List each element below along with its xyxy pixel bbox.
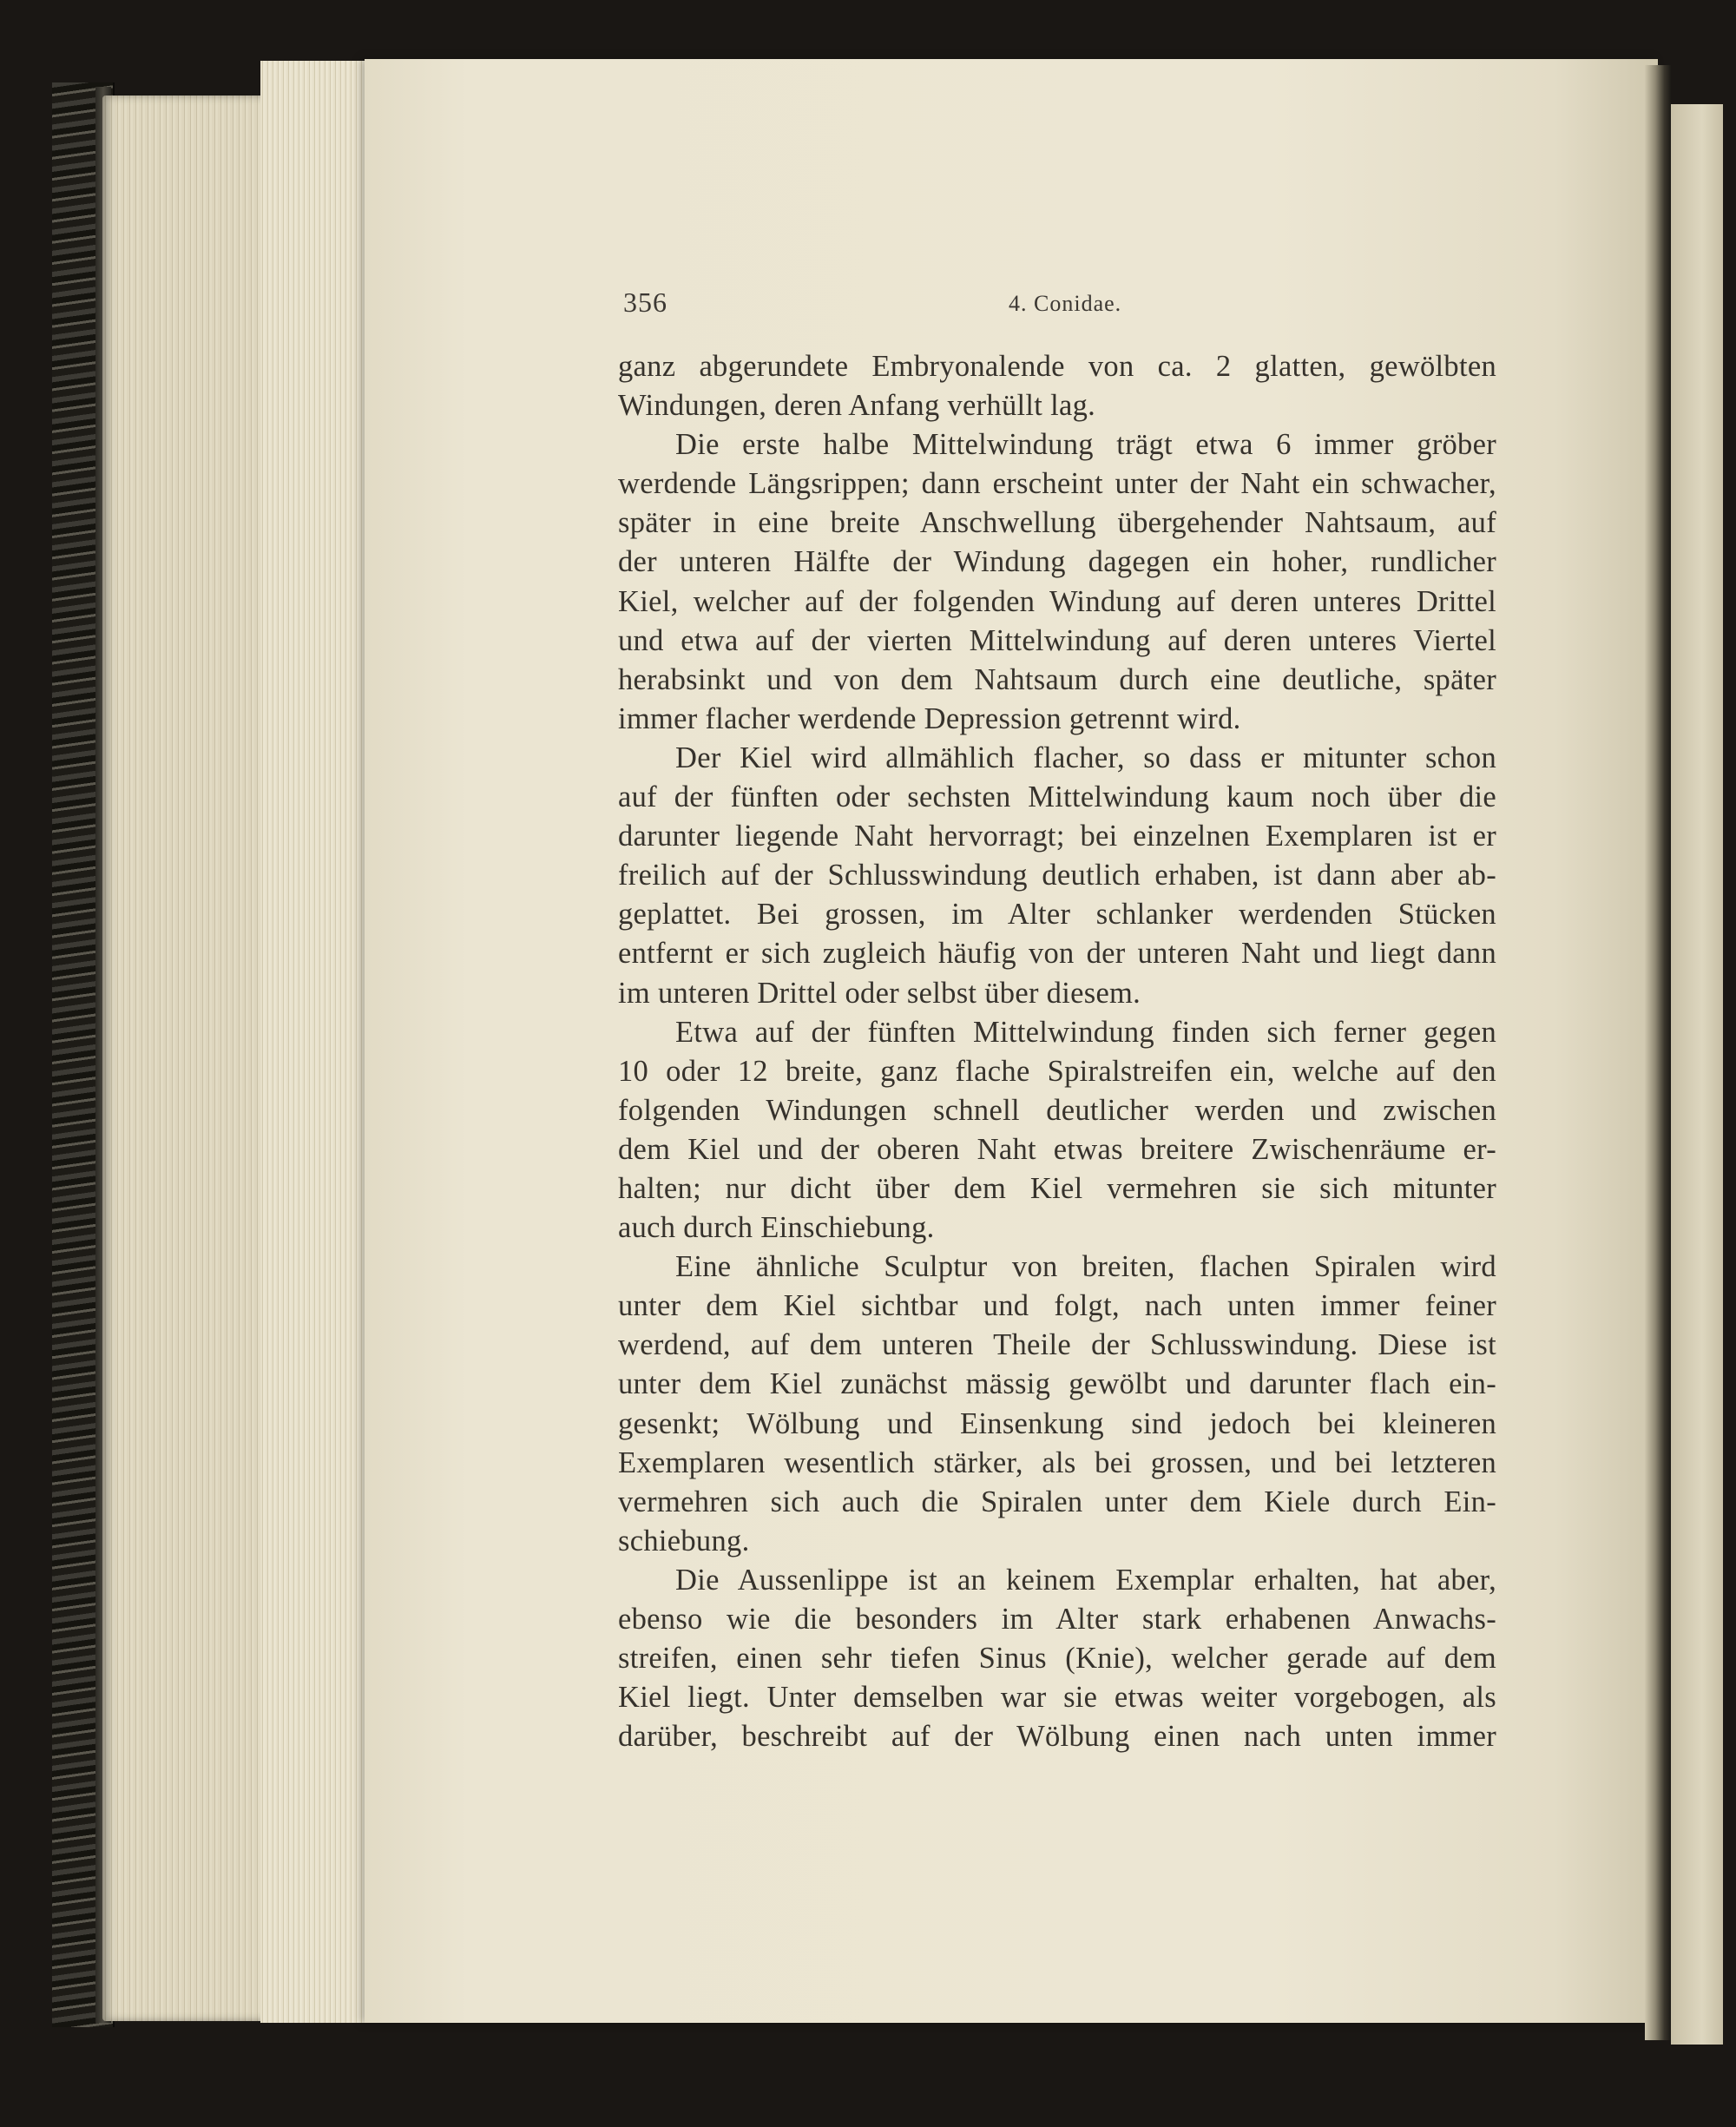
paragraph <box>618 425 1496 739</box>
page-stack-inner <box>260 61 373 2023</box>
paragraph <box>618 1561 1496 1756</box>
text-line: Eine ähnliche Sculptur von breiten, flachen Spiralen wird <box>675 1250 1496 1284</box>
text-line: Exemplaren wesentlich stärker, als bei grossen, und bei letzteren <box>618 1445 1496 1479</box>
paragraph <box>618 739 1496 1013</box>
text-line: Die erste halbe Mittelwindung trägt etwa 6 immer gröber <box>675 428 1496 462</box>
text-line: schiebung. <box>618 1524 750 1557</box>
text-line: darüber, beschreibt auf der Wölbung einen nach unten immer <box>618 1720 1496 1754</box>
text-line: Kiel, welcher auf der folgenden Windung auf deren unteres Drittel <box>618 584 1496 618</box>
text-line: Kiel liegt. Unter demselben war sie etwas weiter vorgebogen, als <box>618 1681 1496 1715</box>
text-line: entfernt er sich zugleich häufig von der unteren Naht und liegt dann <box>618 937 1496 971</box>
text-line: und etwa auf der vierten Mittelwindung auf deren unteres Viertel <box>618 623 1496 657</box>
text-line: folgenden Windungen schnell deutlicher werden und zwischen <box>618 1093 1496 1127</box>
text-line: herabsinkt und von dem Nahtsaum durch eine deutliche, später <box>618 662 1496 696</box>
text-line: streifen, einen sehr tiefen Sinus (Knie), welcher gerade auf dem <box>618 1642 1496 1676</box>
body-text <box>618 347 1496 1756</box>
text-line: auch durch Einschiebung. <box>618 1211 935 1245</box>
text-line: vermehren sich auch die Spiralen unter dem Kiele durch Ein- <box>618 1485 1496 1518</box>
text-line: freilich auf der Schlusswindung deutlich erhaben, ist dann aber ab- <box>618 859 1496 892</box>
text-line: Windungen, deren Anfang verhüllt lag. <box>618 389 1096 423</box>
book-gutter <box>1645 65 1671 2040</box>
text-line: darunter liegende Naht hervorragt; bei einzelnen Exemplaren ist er <box>618 820 1496 853</box>
text-line: ganz abgerundete Embryonalende von ca. 2 glatten, gewölbten <box>618 350 1496 383</box>
text-line: immer flacher werdende Depression getrennt wird. <box>618 701 1241 735</box>
facing-page-edge <box>1671 104 1723 2045</box>
paragraph <box>618 347 1496 425</box>
text-line: werdend, auf dem unteren Theile der Schlusswindung. Diese ist <box>618 1328 1496 1362</box>
text-line: ebenso wie die besonders im Alter stark erhabenen Anwachs- <box>618 1603 1496 1636</box>
text-line: später in eine breite Anschwellung übergehender Nahtsaum, auf <box>618 506 1496 540</box>
text-line: im unteren Drittel oder selbst über diesem. <box>618 976 1141 1010</box>
text-line: 10 oder 12 breite, ganz flache Spiralstreifen ein, welche auf den <box>618 1054 1496 1088</box>
text-line: Der Kiel wird allmählich flacher, so dass er mitunter schon <box>675 741 1496 774</box>
page-number: 356 <box>623 286 667 318</box>
text-line: Die Aussenlippe ist an keinem Exemplar erhalten, hat aber, <box>675 1563 1496 1597</box>
text-line: der unteren Hälfte der Windung dagegen ein hoher, rundlicher <box>618 545 1496 579</box>
text-line: unter dem Kiel sichtbar und folgt, nach unten immer feiner <box>618 1289 1496 1323</box>
text-line: geplattet. Bei grossen, im Alter schlanker werdenden Stücken <box>618 898 1496 932</box>
text-line: unter dem Kiel zunächst mässig gewölbt und darunter flach ein- <box>618 1367 1496 1401</box>
text-line: gesenkt; Wölbung und Einsenkung sind jedoch bei kleineren <box>618 1406 1496 1440</box>
text-line: dem Kiel und der oberen Naht etwas breitere Zwischenräume er- <box>618 1132 1496 1166</box>
paragraph <box>618 1248 1496 1561</box>
text-line: halten; nur dicht über dem Kiel vermehren sie sich mitunter <box>618 1171 1496 1205</box>
paragraph <box>618 1013 1496 1248</box>
text-line: Etwa auf der fünften Mittelwindung finden sich ferner gegen <box>675 1015 1496 1049</box>
running-head: 4. Conidae. <box>1009 291 1122 316</box>
text-line: werdende Längsrippen; dann erscheint unter der Naht ein schwacher, <box>618 467 1496 501</box>
text-line: auf der fünften oder sechsten Mittelwindung kaum noch über die <box>618 780 1496 814</box>
